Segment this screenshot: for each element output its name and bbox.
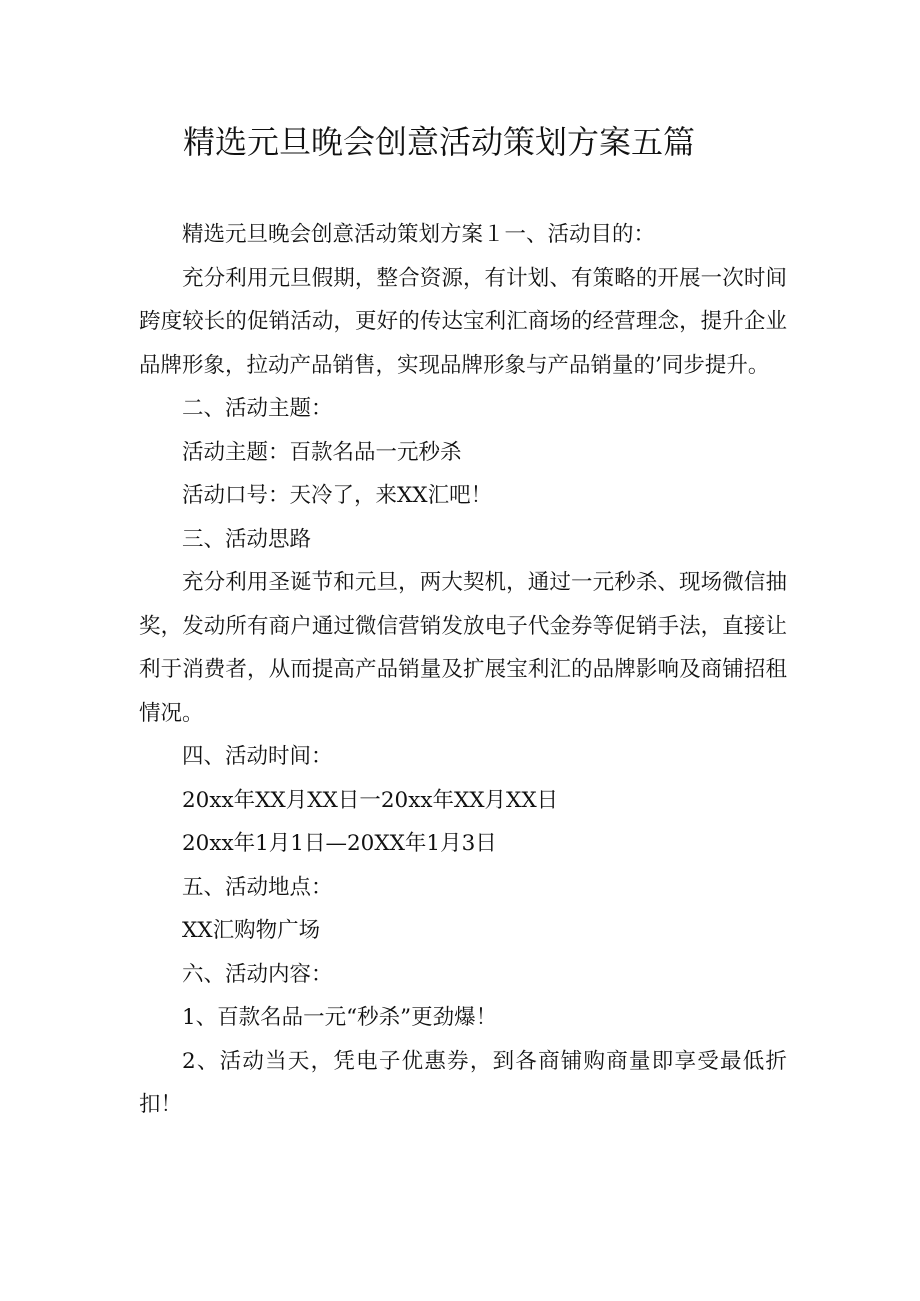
- paragraph-time-2: 20xx年1月1日—20XX年1月3日: [182, 831, 497, 856]
- document-title: 精选元旦晚会创意活动策划方案五篇: [183, 123, 696, 161]
- paragraph-content-1: 1、百款名品一元“秒杀”更劲爆！: [182, 1005, 498, 1030]
- heading-time: 四、活动时间：: [182, 744, 333, 769]
- paragraph-theme: 活动主题：百款名品一元秒杀: [182, 439, 462, 465]
- paragraph-time-1: 20xx年XX月XX日一20xx年XX月XX日: [182, 787, 559, 813]
- heading-theme: 二、活动主题：: [182, 396, 333, 421]
- paragraph-intro: 精选元旦晚会创意活动策划方案１一、活动目的：: [182, 222, 656, 247]
- paragraph-location: XX汇购物广场: [182, 918, 321, 943]
- paragraph-slogan: 活动口号：天冷了，来XX汇吧！: [182, 483, 493, 508]
- heading-location: 五、活动地点：: [182, 874, 333, 900]
- document-body: [139, 213, 787, 1127]
- paragraph-purpose: 充分利用元旦假期，整合资源，有计划、有策略的开展一次时间跨度较长的促销活动，更好的传达宝利汇商场的经营理念，提升企业品牌形象，拉动产品销售，实现品牌形象与产品销量的’同步提升。: [139, 265, 787, 378]
- paragraph-approach: 充分利用圣诞节和元旦，两大契机，通过一元秒杀、现场微信抽奖，发动所有商户通过微信营销发放电子代金券等促销手法，直接让利于消费者，从而提高产品销量及扩展宝利汇的品牌影响及商铺招租情况。: [139, 570, 787, 726]
- heading-approach: 三、活动思路: [182, 526, 312, 552]
- paragraph-content-2: 2、活动当天，凭电子优惠券，到各商铺购商量即享受最低折扣！: [139, 1048, 787, 1117]
- heading-content: 六、活动内容：: [182, 961, 333, 987]
